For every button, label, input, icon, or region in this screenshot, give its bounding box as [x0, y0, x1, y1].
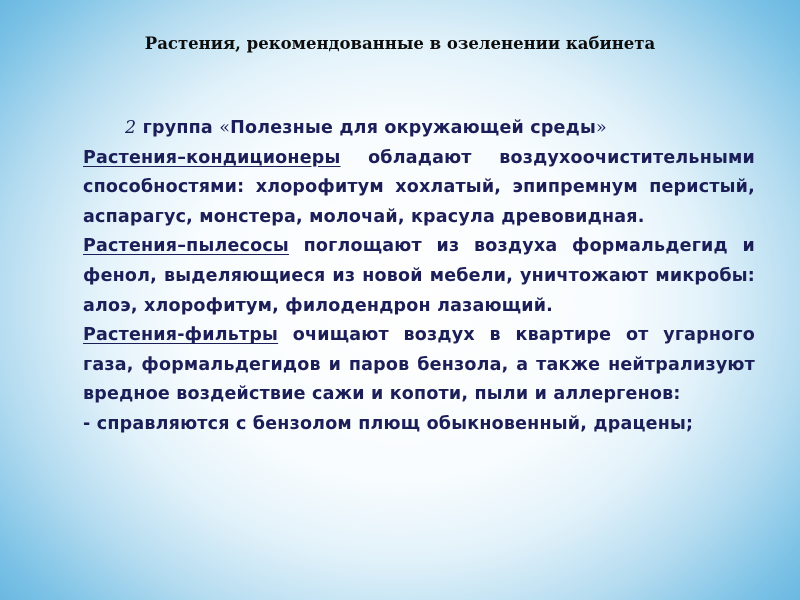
text-benzene: - справляются с бензолом плющ обыкновенный, драцены;: [83, 413, 694, 434]
text-vacuum-cleaners: поглощают из воздуха формальдегид и фенол, выделяющиеся из новой мебели, уничтожают микробы: алоэ, хлорофитум, филодендрон лазающий.: [83, 236, 755, 316]
group-heading: [125, 114, 755, 144]
term-vacuum-cleaners: Растения–пылесосы: [83, 236, 289, 257]
term-filters: Растения-фильтры: [83, 325, 279, 346]
text-air-conditioners: обладают воздухоочистительными способностями: хлорофитум хохлатый, эпипремнум перистый, аспарагус, монстера, молочай, красула древовидная.: [83, 147, 755, 227]
open-quote: «: [219, 118, 231, 138]
slide-body: [83, 114, 755, 440]
paragraph-air-conditioners: [83, 144, 755, 233]
paragraph-vacuum-cleaners: [83, 232, 755, 321]
group-number: 2: [125, 118, 137, 138]
paragraph-benzene: [83, 410, 755, 440]
text-filters: очищают воздух в квартире от угарного газа, формальдегидов и паров бензола, а также нейтрализуют вредное воздействие сажи и копоти, пыли и аллергенов:: [83, 325, 755, 405]
term-air-conditioners: Растения–кондиционеры: [83, 147, 341, 168]
slide-title: Растения, рекомендованные в озеленении кабинета: [144, 34, 656, 53]
close-quote: »: [596, 118, 607, 138]
group-label: группа: [142, 118, 213, 138]
paragraph-filters: [83, 321, 755, 410]
group-name: Полезные для окружающей среды: [230, 118, 596, 138]
